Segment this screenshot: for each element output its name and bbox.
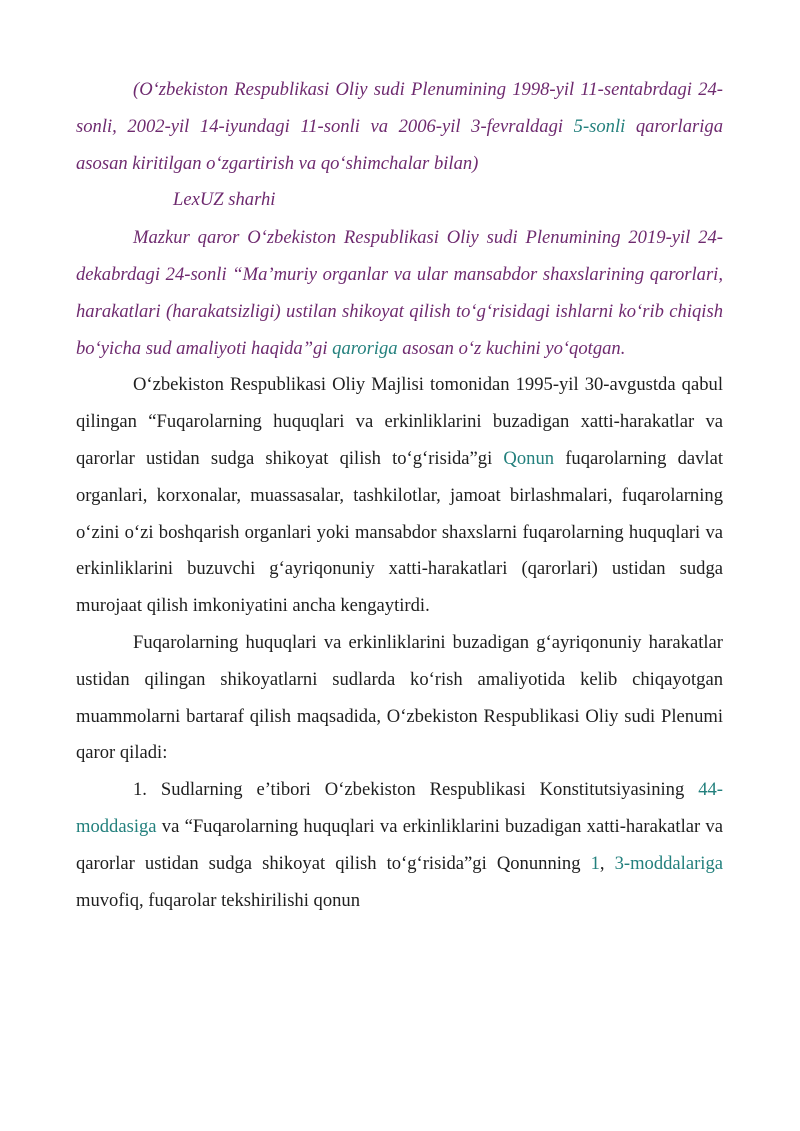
lexuz-comment-heading: LexUZ sharhi [173, 189, 276, 211]
amendment-note [76, 72, 723, 182]
paragraph-item-1-text-end: muvofiq, fuqarolar tekshirilishi qonun [76, 889, 361, 911]
paragraph-law-intro [76, 367, 723, 625]
document-page [76, 72, 723, 919]
paragraph-item-1-text-mid: va “Fuqarolarning huquqlari va erkinliklarini buzadigan xatti-harakatlar va qarorlar ustidan sudga shikoyat qilish to‘g‘risida”gi Qonunning [76, 815, 723, 874]
paragraph-item-1-text: 1. Sudlarning e’tibori O‘zbekiston Respublikasi Konstitutsiyasining [133, 779, 699, 801]
paragraph-law-intro-text: O‘zbekiston Respublikasi Oliy Majlisi tomonidan 1995-yil 30-avgustda qabul qilingan “Fuqarolarning huquqlari va erkinliklarini buzadigan xatti-harakatlar va qarorlar ustidan sudga shikoyat qilish to‘g‘risida”gi [76, 374, 723, 469]
lexuz-comment [76, 220, 723, 367]
resolution-5-link[interactable]: 5-sonli [573, 115, 626, 137]
amendment-note-text-end: qarorlariga asosan kiritilgan o‘zgartirish va qo‘shimchalar bilan) [76, 115, 723, 174]
article-44-link[interactable]: 44-moddasiga [76, 779, 723, 837]
paragraph-law-intro-text-end: fuqarolarning davlat organlari, korxonalar, muassasalar, tashkilotlar, jamoat birlashmalari, fuqarolarning o‘zini o‘zi boshqarish organlari yoki mansabdor shaxslarni fuqarolarning huquqlari va erkinliklarini buzuvchi g‘ayriqonuniy xatti-harakatlari (qarorlari) ustidan sudga murojaat qilish imkoniyatini ancha kengaytirdi. [76, 447, 723, 617]
resolution-link[interactable]: qaroriga [332, 337, 398, 359]
article-3-link[interactable]: 3-moddalariga [614, 852, 723, 874]
lexuz-comment-text-end: asosan o‘z kuchini yo‘qotgan. [397, 337, 626, 359]
separator-comma: , [599, 852, 615, 874]
lexuz-comment-text: Mazkur qaror O‘zbekiston Respublikasi Oliy sudi Plenumining 2019-yil 24-dekabrdagi 24-sonli “Ma’muriy organlar va ular mansabdor shaxslarining qarorlari, harakatlari (harakatsizligi) ustilan shikoyat qilish to‘g‘risidagi ishlarni ko‘rib chiqish bo‘yicha sud amaliyoti haqida”gi [76, 227, 723, 359]
amendment-note-text: (O‘zbekiston Respublikasi Oliy sudi Plenumining 1998-yil 11-sentabrdagi 24-sonli, 2002-yil 14-iyundagi 11-sonli va 2006-yil 3-fevraldagi [76, 79, 723, 137]
law-link[interactable]: Qonun [503, 447, 555, 469]
paragraph-item-1 [76, 772, 723, 919]
paragraph-purpose: Fuqarolarning huquqlari va erkinliklarini buzadigan g‘ayriqonuniy harakatlar ustidan qilingan shikoyatlarni sudlarda ko‘rish amaliyotida kelib chiqayotgan muammolarni bartaraf qilish maqsadida, O‘zbekiston Respublikasi Oliy sudi Plenumi qaror qiladi: [76, 631, 723, 764]
article-1-link[interactable]: 1 [590, 852, 600, 874]
